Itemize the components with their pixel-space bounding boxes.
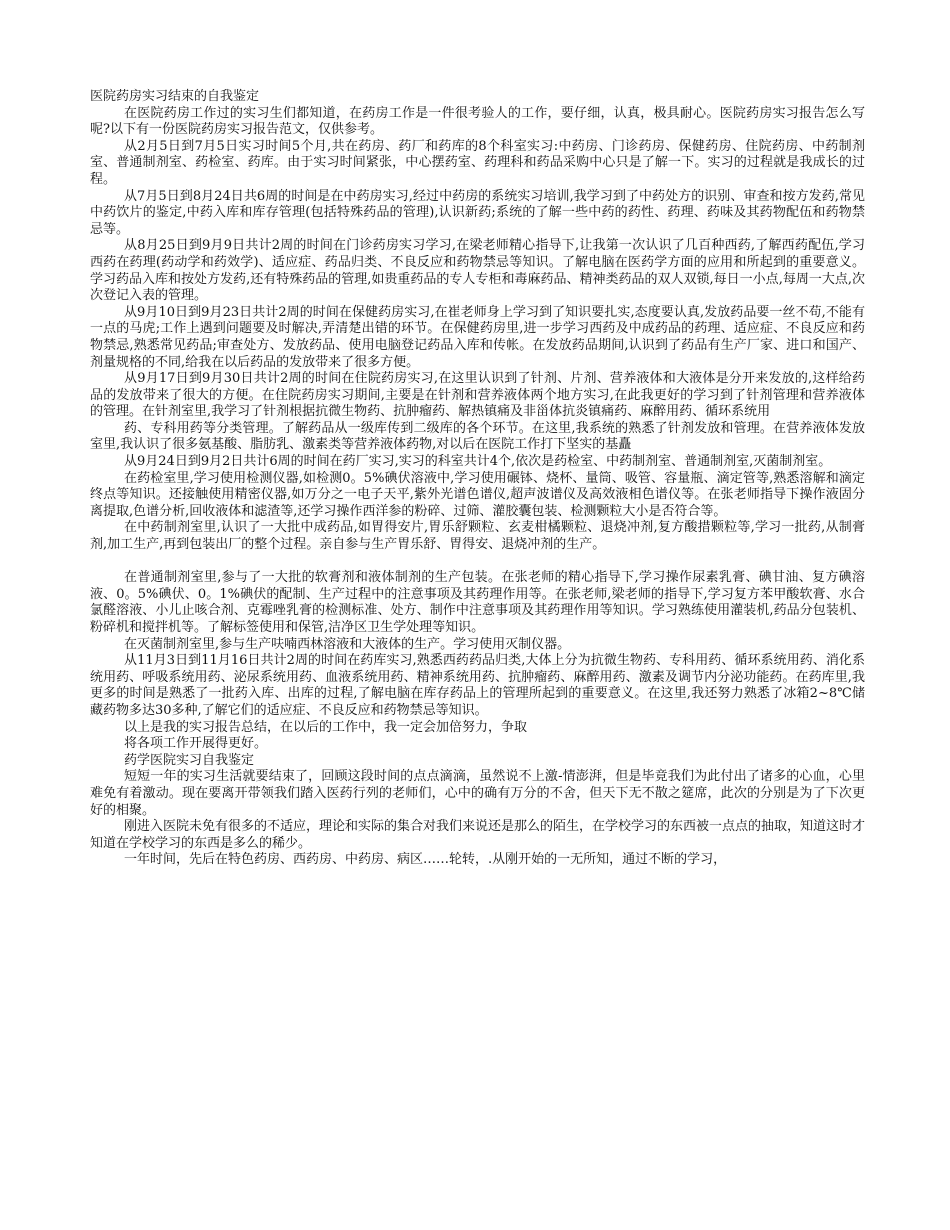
paragraph-health-pharmacy: 从9月10日到9月23日共计2周的时间在保健药房实习,在崔老师身上学习到了知识要扎实,态度要认真,发放药品要一丝不苟,不能有一点的马虎;工作上遇到问题要及时解决,弄清楚出错的环节。在保健药房里,进一步学习西药及中成药品的药理、适应症、不良反应和药物禁忌,熟悉常见药品;审查处方、发放药品、使用电脑登记药品入库和传帐。在发放药品期间,认识到了药品有生产厂家、进口和国产、剂量规格的不同,给我在以后药品的发放带来了很多方便。: [90, 304, 865, 370]
paragraph-drug-warehouse: 从11月3日到11月16日共计2周的时间在药库实习,熟悉西药药品归类,大体上分为抗微生物药、专科用药、循环系统用药、消化系统用药、呼吸系统用药、泌尿系统用药、血液系统用药、精神系统用药、抗肿瘤药、麻醉用药、激素及调节内分泌功能药。在药库里,我更多的时间是熟悉了一批药入库、出库的过程,了解电脑在库存药品上的管理所起到的重要意义。在这里,我还努力熟悉了冰箱2~8℃储藏药物多达30多种,了解它们的适应症、不良反应和药物禁忌等知识。: [90, 653, 865, 718]
paragraph-sterile-preparation-room: 在灭菌制剂室里,参与生产呋喃西林溶液和大液体的生产。学习使用灭制仪器。: [124, 636, 571, 652]
document-page: [90, 89, 865, 869]
blank-line: [90, 554, 865, 571]
paragraph-inspection-room: 在药检室里,学习使用检测仪器,如检测0。5%碘伏溶液中,学习使用碾钵、烧杯、量筒、吸管、容量瓶、滴定管等,熟悉溶解和滴定终点等知识。还接触使用精密仪器,如万分之一电子天平,紫外光谱色谱仪,超声波谱仪及高效液相色谱仪等。在张老师指导下操作液固分离提取,色谱分析,回收液体和滤渣等,还学习操作西洋参的粉碎、过筛、灌胶囊包装、检测颗粒大小是否符合等。: [90, 470, 865, 519]
paragraph-factory-overview: 从9月24日到9月2日共计6周的时间在药厂实习,实习的科室共计4个,依次是药检室、中药制剂室、普通制剂室,灭菌制剂室。: [124, 454, 832, 470]
paragraph-rotation: 一年时间，先后在特色药房、西药房、中药房、病区……轮转，.从刚开始的一无所知，通过不断的学习，: [124, 852, 727, 868]
paragraph-summary: 以上是我的实习报告总结，在以后的工作中，我一定会加倍努力，争取: [124, 719, 528, 735]
paragraph-injection-management: 药、专科用药等分类管理。了解药品从一级库传到二级库的各个环节。在这里,我系统的熟悉了针剂发放和管理。在营养液体发放室里,我认识了很多氨基酸、脂肪乳、激素类等营养液体药物,对以后在医院工作打下坚实的基矗: [90, 420, 865, 453]
paragraph-intro: 在医院药房工作过的实习生们都知道，在药房工作是一件很考验人的工作，要仔细，认真，极具耐心。医院药房实习报告怎么写呢?以下有一份医院药房实习报告范文，仅供参考。: [90, 105, 865, 138]
paragraph-chinese-pharmacy: 从7月5日到8月24日共6周的时间是在中药房实习,经过中药房的系统实习培训,我学习到了中药处方的识别、审查和按方发药,常见中药饮片的鉴定,中药入库和库存管理(包括特殊药品的管理),认识新药;系统的了解一些中药的药性、药理、药味及其药物配伍和药物禁忌等。: [90, 188, 865, 237]
paragraph-inpatient-pharmacy: 从9月17日到9月30日共计2周的时间在住院药房实习,在这里认识到了针剂、片剂、营养液体和大液体是分开来发放的,这样给药品的发放带来了很大的方便。在住院药房实习期间,主要是在针剂和营养液体两个地方实习,在此我更好的学习到了针剂管理和营养液体的管理。在针剂室里,我学习了针剂根据抗微生物药、抗肿瘤药、解热镇痛及非甾体抗炎镇痛药、麻醉用药、循环系统用: [90, 371, 865, 420]
document-title: 医院药房实习结束的自我鉴定: [90, 89, 260, 104]
paragraph-adjustment: 刚进入医院未免有很多的不适应，理论和实际的集合对我们来说还是那么的陌生，在学校学习的东西被一点点的抽取，知道这时才知道在学校学习的东西是多么的稀少。: [90, 819, 866, 851]
paragraph-general-preparation-room: 在普通制剂室里,参与了一大批的软膏剂和液体制剂的生产包装。在张老师的精心指导下,学习操作尿素乳膏、碘甘油、复方碘溶液、0。5%碘伏、0。1%碘伏的配制、生产过程中的注意事项及其药理作用等。在张老师,梁老师的指导下,学习复方苯甲酸软膏、水合氯醛溶液、小儿止咳合剂、克霉唑乳膏的检测标准、处方、制作中注意事项及其药理作用等知识。学习熟练使用灌装机,药品分包装机、粉碎机和搅拌机等。了解标签使用和保管,洁净区卫生学处理等知识。: [90, 570, 865, 635]
paragraph-reflection: 短短一年的实习生活就要结束了，回顾这段时间的点点滴滴，虽然说不上激-情澎湃，但是毕竟我们为此付出了诸多的心血，心里难免有着激动。现在要离开带领我们踏入医药行列的老师们，心中的确有万分的不舍，但天下无不散之筵席，此次的分别是为了下次更好的相聚。: [90, 769, 865, 818]
section-heading-self-appraisal: 药学医院实习自我鉴定: [124, 752, 255, 768]
paragraph-summary-continued: 将各项工作开展得更好。: [124, 736, 268, 752]
paragraph-chinese-preparation-room: 在中药制剂室里,认识了一大批中成药品,如胃得安片,胃乐舒颗粒、玄麦柑橘颗粒、退烧冲剂,复方酸措颗粒等,学习一批药,从制膏剂,加工生产,再到包装出厂的整个过程。亲自参与生产胃乐舒、胃得安、退烧冲剂的生产。: [90, 520, 865, 553]
paragraph-overview: 从2月5日到7月5日实习时间5个月,共在药房、药厂和药库的8个科室实习:中药房、门诊药房、保健药房、住院药房、中药制剂室、普通制剂室、药检室、药库。由于实习时间紧张，中心摆药室、药理科和药品采购中心只是了解一下。实习的过程就是我成长的过程。: [90, 138, 865, 187]
paragraph-outpatient-pharmacy: 从8月25日到9月9日共计2周的时间在门诊药房实习学习,在梁老师精心指导下,让我第一次认识了几百种西药,了解西药配伍,学习西药在药理(药动学和药效学)、适应症、药品归类、不良反应和药物禁忌等知识。了解电脑在医药学方面的应用和所起到的重要意义。学习药品入库和按处方发药,还有特殊药品的管理,如贵重药品的专人专柜和毒麻药品、精神类药品的双人双锁,每日一小点,每周一大点,次次登记入表的管理。: [90, 238, 865, 304]
